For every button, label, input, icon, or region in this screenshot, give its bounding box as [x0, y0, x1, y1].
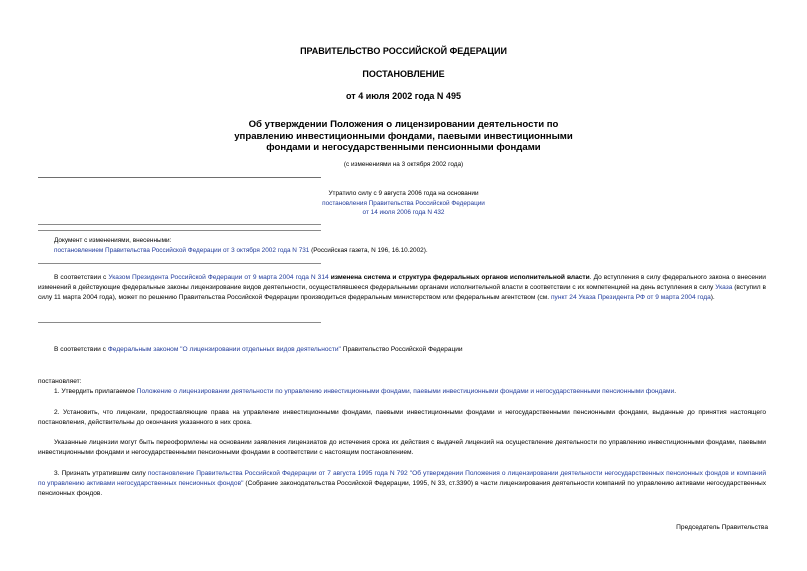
item-2: 2. Установить, что лицензии, предоставляющие права на управление инвестиционными фондами, паевыми инвестиционными фондами и негосударственными пенсионными фондами, выданные до принятия настоящего постановления, действительны до окончания указанного в них срока.	[38, 409, 766, 427]
licensing-law-link[interactable]: Федеральным законом "О лицензировании отдельных видов деятельности"	[107, 346, 341, 353]
preamble-text: Правительство Российской Федерации	[340, 346, 463, 353]
item-3-text: 3. Признать утратившим силу	[54, 470, 148, 477]
item-1	[54, 387, 766, 397]
item-1-text: .	[674, 388, 677, 395]
preamble	[54, 345, 766, 355]
item-2-continuation: Указанные лицензии могут быть переоформлены на основании заявления лицензиатов до истечения срока их действия с выдачей лицензий на осуществление деятельности по управлению инвестиционными фондами, паевыми инвестиционными фондами и негосударственными пенсионными фондами в соответствии с настоящим постановлением.	[38, 439, 766, 457]
document-type: ПОСТАНОВЛЕНИЕ	[362, 69, 445, 79]
separator-rule	[38, 177, 321, 178]
editorial-note	[38, 273, 766, 304]
editorial-text: . До вступления в силу федерального закона о внесении изменений в действующие федеральные законы лицензирование видов деятельности, осуществлявшееся федеральными органами исполнительной власти в соответствии с их компетенцией на день вступления в силу	[38, 274, 766, 292]
separator-rule	[38, 263, 321, 264]
editorial-text: В соответствии с	[54, 274, 109, 281]
editorial-bold-text: изменена система и структура федеральных органов исполнительной власти	[328, 274, 590, 281]
lost-force-note	[0, 189, 807, 218]
decree-314-link[interactable]: Указом Президента Российской Федерации от 9 марта 2004 года N 314	[108, 274, 329, 281]
lost-force-link-2[interactable]: от 14 июля 2006 года N 432	[362, 209, 445, 217]
changes-note	[54, 236, 774, 255]
separator-rule	[38, 230, 321, 231]
document-title	[0, 119, 807, 154]
authority-heading: ПРАВИТЕЛЬСТВО РОССИЙСКОЙ ФЕДЕРАЦИИ	[300, 46, 507, 56]
lost-force-link-1[interactable]: постановления Правительства Российской Федерации	[322, 199, 485, 207]
regulation-link[interactable]: Положение о лицензировании деятельности по управлению инвестиционными фондами, паевыми инвестиционными фондами и негосударственными пенсионными фондами	[136, 388, 675, 395]
resolution-792-link[interactable]: постановление Правительства Российской Федерации от 7 августа 1995 года N 792 "Об утверждении Положения о лицензировании деятельности негосударственных пенсионных фондов и компаний по управлению активами негосударственных пенсионных фондов"	[38, 470, 767, 488]
editorial-text: (вступил в силу 11 марта 2004 года), может по решению Правительства Российской Федерации производиться федеральным министерством или федеральным агентством (см.	[38, 284, 766, 302]
title-line-2: управлению инвестиционными фондами, паевыми инвестиционными	[234, 130, 573, 142]
signature: Председатель Правительства	[676, 524, 768, 531]
changes-label: Документ с изменениями, внесенными:	[54, 237, 172, 244]
title-line-1: Об утверждении Положения о лицензировании деятельности по	[248, 119, 559, 130]
decree-clause-24-link[interactable]: пункт 24 Указа Президента РФ от 9 марта 2004 года	[550, 294, 711, 302]
decree-link[interactable]: Указа	[715, 284, 733, 292]
amending-resolution-link[interactable]: постановлением Правительства Российской Федерации от 3 октября 2002 года N 731	[54, 246, 310, 254]
separator-rule	[38, 322, 321, 323]
preamble-text: В соответствии с	[54, 346, 108, 353]
title-line-3: фондами и негосударственными пенсионными фондами	[266, 142, 541, 153]
editorial-text: ).	[710, 294, 715, 302]
amendments-note: (с изменениями на 3 октября 2002 года)	[343, 161, 464, 168]
resolves-text: постановляет:	[38, 378, 82, 385]
item-3	[38, 469, 766, 500]
lost-force-text: Утратило силу с 9 августа 2006 года на основании	[328, 190, 479, 197]
item-3-text: (Собрание законодательства Российской Федерации, 1995, N 33, ст.3390) в части лицензирования деятельности компаний по управлению активами негосударственных пенсионных фондов.	[38, 480, 766, 498]
publication-source: (Российская газета, N 196, 16.10.2002).	[309, 246, 428, 254]
separator-rule	[38, 224, 321, 225]
document-date-number: от 4 июля 2002 года N 495	[346, 91, 461, 101]
item-1-text: 1. Утвердить прилагаемое	[54, 388, 137, 395]
